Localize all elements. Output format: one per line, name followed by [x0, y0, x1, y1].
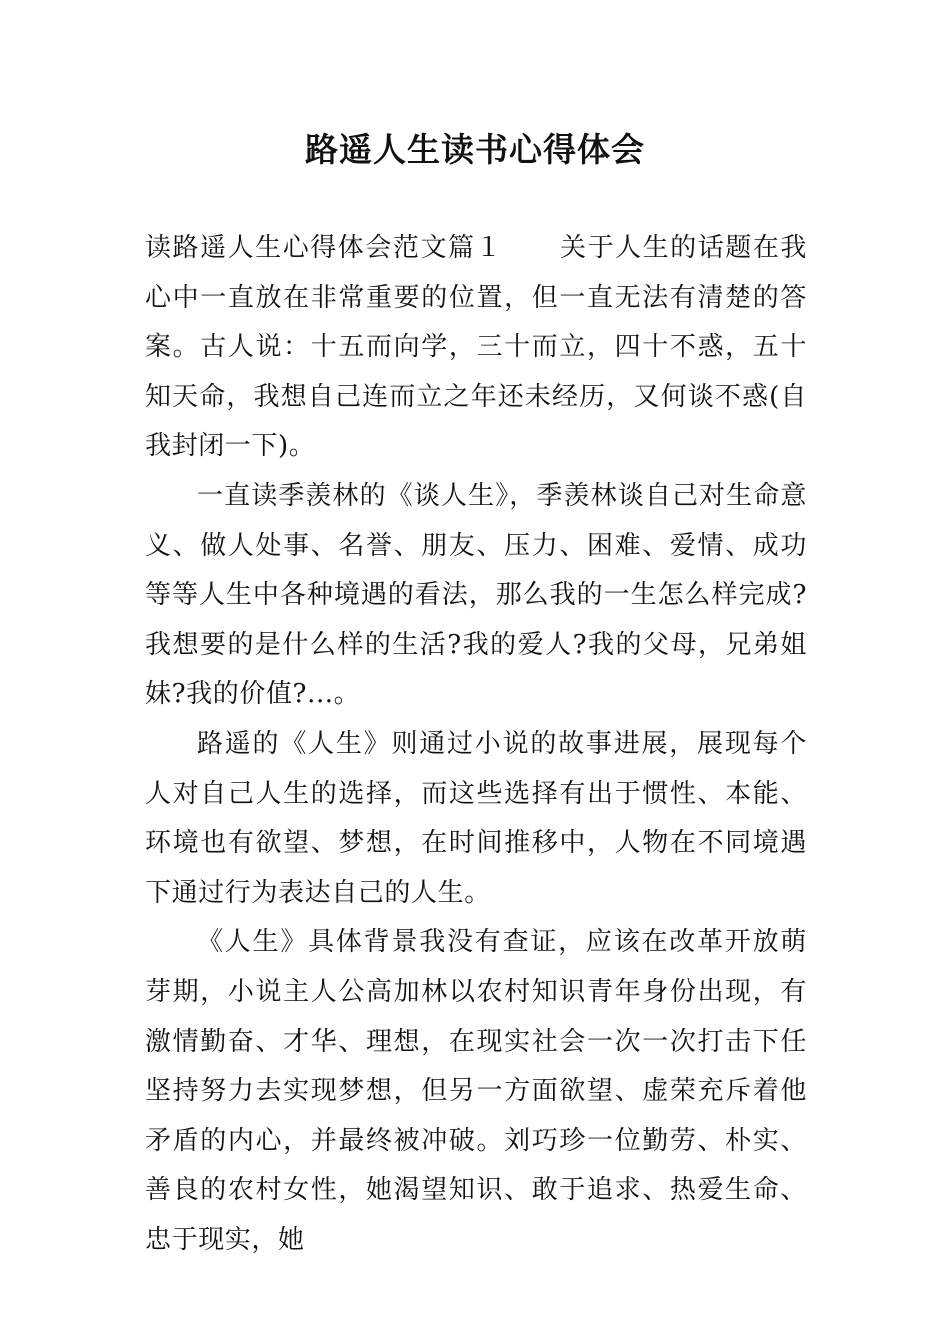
paragraph-2: 一直读季羡林的《谈人生》，季羡林谈自己对生命意义、做人处事、名誉、朋友、压力、困难、爱情、成功等等人生中各种境遇的看法，那么我的一生怎么样完成?我想要的是什么样的生活?我的爱人?我的父母，兄弟姐妹?我的价值?...。	[145, 480, 807, 710]
paragraph-4: 《人生》具体背景我没有查证，应该在改革开放萌芽期，小说主人公高加林以农村知识青年身份出现，有激情勤奋、才华、理想，在现实社会一次一次打击下任坚持努力去实现梦想，但另一方面欲望、虚荣充斥着他矛盾的内心，并最终被冲破。刘巧珍一位勤劳、朴实、善良的农村女性，她渴望知识、敢于追求、热爱生命、忠于现实，她	[145, 927, 807, 1255]
intro-label: 读路遥人生心得体会范文篇１	[145, 233, 504, 263]
document-body	[145, 224, 807, 1265]
paragraph-3: 路遥的《人生》则通过小说的故事进展，展现每个人对自己人生的选择，而这些选择有出于惯性、本能、环境也有欲望、梦想，在时间推移中，人物在不同境遇下通过行为表达自己的人生。	[145, 728, 807, 908]
paragraph-1-text: 关于人生的话题在我心中一直放在非常重要的位置，但一直无法有清楚的答案。古人说：十五而向学，三十而立，四十不惑，五十知天命，我想自己连而立之年还未经历，又何谈不惑(自我封闭一下)。	[145, 233, 807, 462]
paragraph-1	[145, 224, 807, 472]
document-title: 路遥人生读书心得体会	[305, 130, 645, 169]
